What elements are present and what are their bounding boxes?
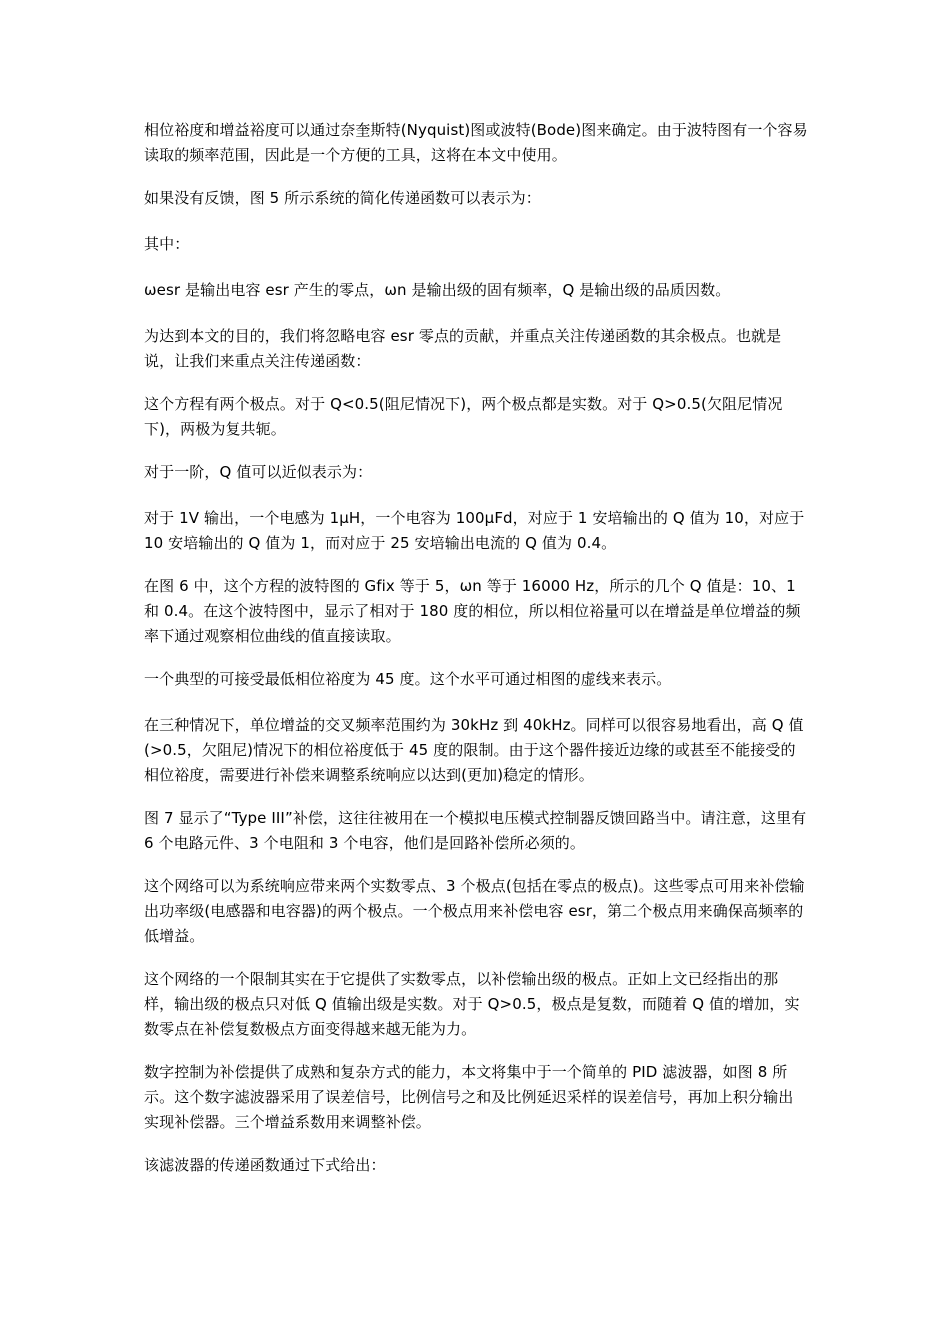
paragraph-digital-pid-filter: 数字控制为补偿提供了成熟和复杂方式的能力，本文将集中于一个简单的 PID 滤波器，如图 8 所示。这个数字滤波器采用了误差信号，比例信号之和及比例延迟采样的误差信号，再加上积分输出实现补偿器。三个增益系数用来调整补偿。 [144,1063,794,1131]
paragraph-where: 其中： [144,235,190,253]
paragraph-network-limitation: 这个网络的一个限制其实在于它提供了实数零点，以补偿输出级的极点。正如上文已经指出的那样，输出级的极点只对低 Q 值输出级是实数。对于 Q>0.5，极点是复数，而随着 Q 值的增加，实数零点在补偿复数极点方面变得越来越无能为力。 [144,970,800,1038]
paragraph-simplified-transfer-function: 如果没有反馈，图 5 所示系统的简化传递函数可以表示为： [144,189,541,207]
paragraph-two-poles: 这个方程有两个极点。对于 Q<0.5(阻尼情况下)，两个极点都是实数。对于 Q>0.5(欠阻尼情况下)，两极为复共轭。 [144,395,783,438]
paragraph-type-iii-compensation: 图 7 显示了“Type III”补偿，这往往被用在一个模拟电压模式控制器反馈回路当中。请注意，这里有 6 个电路元件、3 个电阻和 3 个电容，他们是回路补偿所必须的。 [144,809,807,852]
paragraph-variable-definitions: ωesr 是输出电容 esr 产生的零点，ωn 是输出级的固有频率，Q 是输出级的品质因数。 [144,281,731,299]
document-body [144,118,808,1199]
paragraph-bode-figure-6: 在图 6 中，这个方程的波特图的 Gfix 等于 5，ωn 等于 16000 Hz，所示的几个 Q 值是：10、1 和 0.4。在这个波特图中，显示了相对于 180 度的相位，所以相位裕量可以在增益是单位增益的频率下通过观察相位曲线的值直接读取。 [144,577,801,645]
paragraph-q-values: 对于 1V 输出，一个电感为 1μH，一个电容为 100μFd，对应于 1 安培输出的 Q 值为 10，对应于 10 安培输出的 Q 值为 1，而对应于 25 安培输出电流的 Q 值为 0.4。 [144,509,805,552]
paragraph-first-order-q: 对于一阶，Q 值可以近似表示为： [144,463,373,481]
paragraph-filter-transfer-function: 该滤波器的传递函数通过下式给出： [144,1156,386,1174]
paragraph-network-zeros-poles: 这个网络可以为系统响应带来两个实数零点、3 个极点(包括在零点的极点)。这些零点可用来补偿输出功率级(电感器和电容器)的两个极点。一个极点用来补偿电容 esr，第二个极点用来确保高频率的低增益。 [144,877,805,945]
paragraph-phase-gain-margin: 相位裕度和增益裕度可以通过奈奎斯特(Nyquist)图或波特(Bode)图来确定。由于波特图有一个容易读取的频率范围，因此是一个方便的工具，这将在本文中使用。 [144,121,808,164]
paragraph-crossover-frequency: 在三种情况下，单位增益的交叉频率范围约为 30kHz 到 40kHz。同样可以很容易地看出，高 Q 值(>0.5，欠阻尼)情况下的相位裕度低于 45 度的限制。由于这个器件接近边缘的或甚至不能接受的相位裕度，需要进行补偿来调整系统响应以达到(更加)稳定的情形。 [144,716,804,784]
paragraph-minimum-phase-margin: 一个典型的可接受最低相位裕度为 45 度。这个水平可通过相图的虚线来表示。 [144,670,672,688]
paragraph-focus-transfer-function: 为达到本文的目的，我们将忽略电容 esr 零点的贡献，并重点关注传递函数的其余极点。也就是说，让我们来重点关注传递函数： [144,327,782,370]
